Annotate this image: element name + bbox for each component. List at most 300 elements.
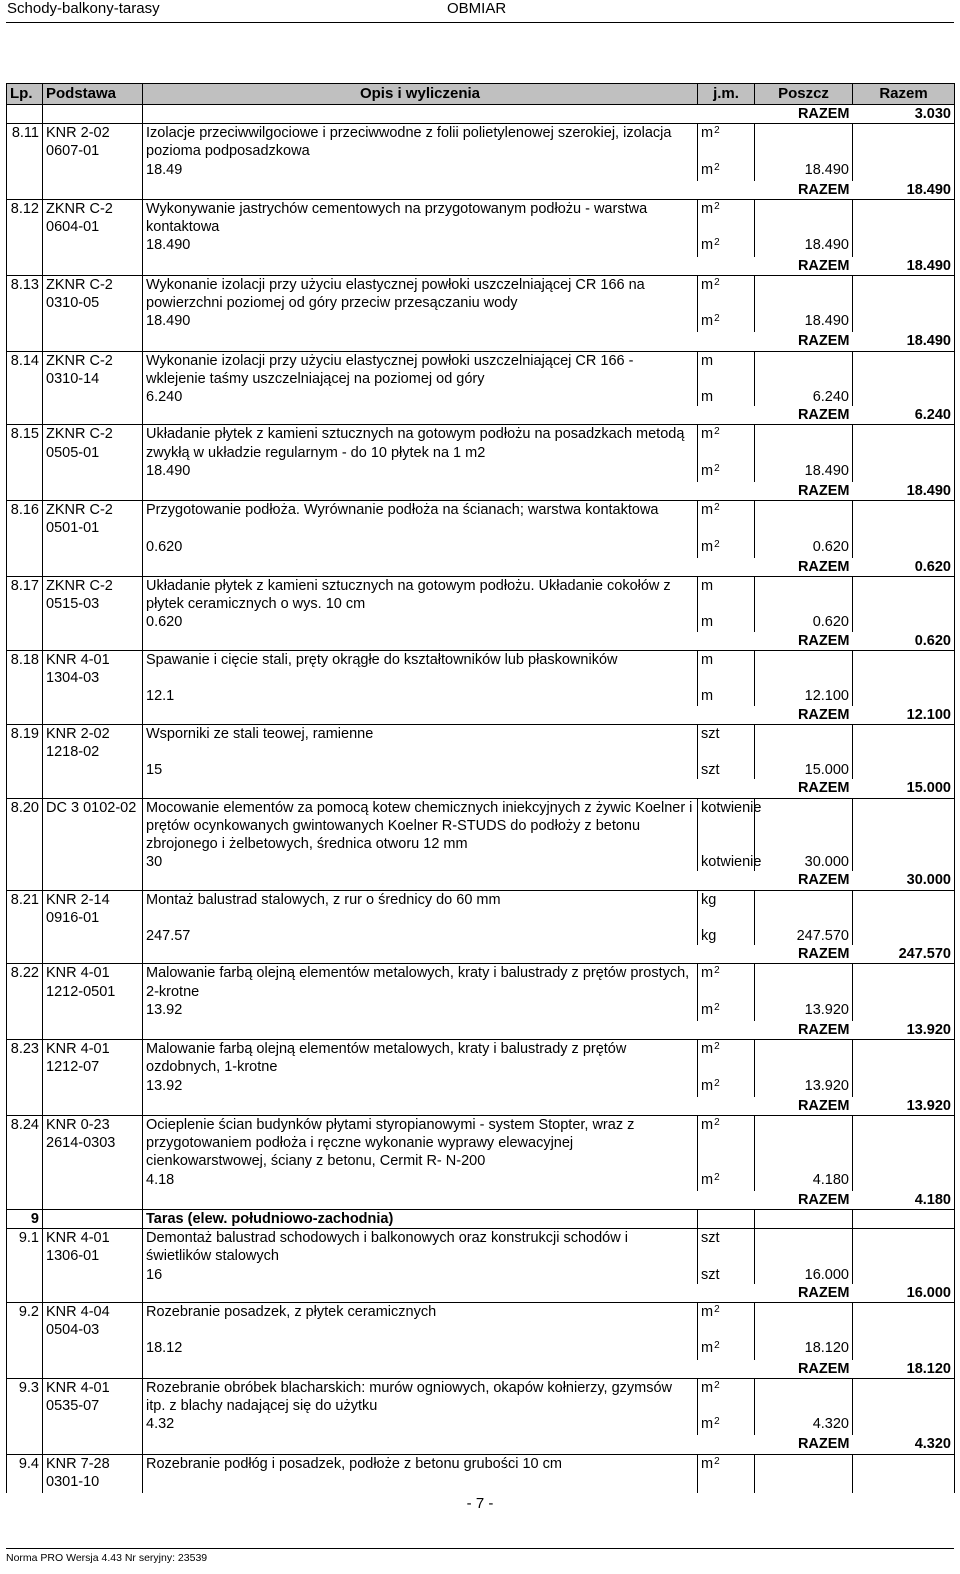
item-poszcz-empty [755, 1115, 853, 1170]
measurement-quantity-text: 4.180 [812, 1171, 849, 1188]
item-basis-text: ZKNR C-2 0310-05 [46, 276, 113, 312]
razem-value-text: 18.120 [906, 1360, 951, 1377]
item-number [7, 275, 43, 312]
unit-exponent: 2 [714, 1001, 720, 1013]
measurement-unit [698, 161, 755, 181]
item-number-text: 8.18 [10, 651, 39, 668]
footer-divider [6, 1548, 954, 1549]
item-unit [698, 577, 755, 614]
measurement-unit-text: m [701, 1171, 714, 1188]
item-number [7, 1115, 43, 1170]
item-description [143, 577, 698, 614]
item-description [143, 650, 698, 687]
item-unit-text: m [701, 352, 714, 369]
measurement-formula [143, 312, 698, 332]
table-row [7, 501, 955, 538]
measurement-row [7, 388, 955, 406]
item-description-text: Montaż balustrad stalowych, z rur o średnicy do 60 mm [146, 891, 501, 908]
item-basis-text: KNR 7-28 0301-10 [46, 1455, 110, 1490]
item-basis-text: ZKNR C-2 0515-03 [46, 578, 113, 613]
item-unit [698, 890, 755, 927]
table-row [7, 1040, 955, 1077]
razem-value-text: 13.920 [906, 1097, 951, 1114]
item-description-text: Izolacje przeciwwilgociowe i przeciwwodne z folii polietylenowej szerokiej, izolacja pozioma podposadzkowa [146, 125, 672, 160]
razem-value-text: 4.320 [914, 1436, 951, 1453]
unit-exponent: 2 [714, 1340, 720, 1352]
item-number [7, 200, 43, 237]
measurement-unit-text: m [701, 1077, 714, 1094]
measurement-formula [143, 853, 698, 871]
item-basis-text: ZKNR C-2 0604-01 [46, 201, 113, 236]
razem-value [853, 1360, 955, 1379]
item-description [143, 798, 698, 853]
item-unit-text: m [701, 578, 714, 595]
razem-label [755, 632, 853, 651]
measurement-unit [698, 1077, 755, 1097]
item-basis-text: KNR 2-02 1218-02 [46, 725, 110, 760]
razem-value [853, 779, 955, 798]
item-description [143, 124, 698, 161]
table-row [7, 275, 955, 312]
measurement-unit-text: kg [701, 927, 717, 944]
razem-value [853, 332, 955, 351]
item-razem-empty [853, 798, 955, 853]
item-description [143, 425, 698, 462]
item-description-text: Przygotowanie podłoża. Wyrównanie podłoża na ścianach; warstwa kontaktowa [146, 502, 659, 519]
item-description [143, 351, 698, 388]
item-poszcz-empty [755, 351, 853, 388]
measurement-formula-text: 16 [146, 1266, 163, 1283]
item-unit [698, 1229, 755, 1266]
item-description [143, 1378, 698, 1415]
measurement-unit-text: m [701, 462, 714, 479]
measurement-formula [143, 161, 698, 181]
measurement-quantity [755, 312, 853, 332]
item-basis-text: KNR 0-23 2614-0303 [46, 1116, 116, 1152]
item-basis [43, 724, 143, 761]
razem-row [7, 945, 955, 964]
col-header-podstawa: Podstawa [43, 84, 143, 105]
unit-exponent: 2 [714, 276, 720, 288]
item-poszcz-empty [755, 425, 853, 462]
item-number-text: 8.16 [10, 502, 39, 519]
item-number [7, 124, 43, 161]
item-number-text: 9.3 [18, 1379, 39, 1396]
measurement-unit [698, 462, 755, 482]
table-header-row [7, 84, 955, 105]
unit-exponent: 2 [714, 1041, 720, 1053]
razem-row [7, 779, 955, 798]
razem-value [853, 1097, 955, 1116]
unit-exponent: 2 [714, 502, 720, 514]
item-poszcz-empty [755, 200, 853, 237]
item-number-text: 8.12 [10, 201, 39, 218]
item-razem-empty [853, 724, 955, 761]
razem-label-text: RAZEM [797, 872, 850, 889]
item-poszcz-empty [755, 275, 853, 312]
item-description [143, 501, 698, 538]
section-number-text: 9 [30, 1210, 39, 1227]
item-description [143, 890, 698, 927]
item-number [7, 964, 43, 1001]
razem-row [7, 706, 955, 725]
measurement-unit [698, 388, 755, 406]
razem-value-text: 4.180 [914, 1191, 951, 1208]
col-header-lp: Lp. [7, 84, 43, 105]
razem-value [853, 257, 955, 276]
section-title-text: Taras (elew. południowo-zachodnia) [146, 1210, 394, 1227]
measurement-row [7, 236, 955, 256]
item-basis-text: KNR 4-01 1304-03 [46, 651, 110, 687]
item-number-text: 8.24 [10, 1116, 39, 1133]
razem-label [755, 482, 853, 501]
item-razem-empty [853, 425, 955, 462]
section-title [143, 1209, 698, 1228]
table-row [7, 964, 955, 1001]
measurement-unit-text: m [701, 389, 714, 406]
measurement-unit-text: m [701, 237, 714, 254]
measurement-quantity-text: 12.100 [804, 688, 849, 705]
razem-row [7, 871, 955, 890]
razem-label [755, 945, 853, 964]
item-razem-empty [853, 501, 955, 538]
unit-exponent: 2 [714, 125, 720, 137]
item-number-text: 8.23 [10, 1041, 39, 1058]
measurement-quantity-text: 247.570 [796, 927, 849, 944]
item-unit-text: szt [701, 1230, 720, 1247]
item-unit-text: kotwienie [701, 799, 762, 816]
item-description-text: Wykonanie izolacji przy użyciu elastycznej powłoki uszczelniającej CR 166 na powierzchni poziomej od góry przeciw przesączaniu wody [146, 276, 645, 312]
measurement-formula-text: 4.18 [146, 1171, 175, 1188]
measurement-unit [698, 1415, 755, 1435]
item-unit [698, 798, 762, 853]
razem-label-text: RAZEM [797, 632, 850, 649]
measurement-quantity-text: 30.000 [804, 854, 849, 871]
unit-exponent: 2 [714, 1077, 720, 1089]
unit-exponent: 2 [714, 161, 720, 173]
item-razem-empty [853, 275, 955, 312]
item-unit [698, 275, 755, 312]
measurement-unit [698, 853, 762, 871]
item-unit-text: m [701, 1041, 714, 1058]
measurement-formula-text: 13.92 [146, 1077, 183, 1094]
item-number [7, 351, 43, 388]
measurement-row [7, 1339, 955, 1359]
unit-exponent: 2 [714, 1416, 720, 1428]
measurement-row [7, 1266, 955, 1284]
measurement-row [7, 687, 955, 705]
measurement-quantity-text: 13.920 [804, 1001, 849, 1018]
item-description-text: Rozebranie posadzek, z płytek ceramicznych [146, 1304, 437, 1320]
section-number [7, 1209, 43, 1228]
item-unit-text: m [701, 201, 714, 218]
item-unit [698, 351, 755, 388]
table-row [7, 577, 955, 614]
razem-value-text: 18.490 [906, 333, 951, 350]
item-razem-empty [853, 964, 955, 1001]
item-poszcz-empty [755, 124, 853, 161]
item-basis-text: KNR 2-14 0916-01 [46, 891, 110, 926]
table-row [7, 1454, 955, 1493]
measurement-quantity [755, 462, 853, 482]
razem-label [755, 406, 853, 425]
razem-value [853, 945, 955, 964]
item-basis-text: ZKNR C-2 0310-14 [46, 352, 113, 387]
item-number [7, 501, 43, 538]
razem-label-text: RAZEM [797, 483, 850, 500]
measurement-quantity [755, 388, 853, 406]
document-type: OBMIAR [447, 0, 507, 17]
bill-of-quantities-table [6, 83, 955, 1493]
item-number [7, 798, 43, 853]
measurement-quantity-text: 6.240 [812, 389, 849, 406]
razem-value-text: 18.490 [906, 181, 951, 198]
item-number [7, 890, 43, 927]
item-basis [43, 1378, 143, 1415]
item-poszcz-empty [755, 577, 853, 614]
razem-value [853, 181, 955, 200]
document-title: Schody-balkony-tarasy [7, 0, 160, 17]
item-description-text: Mocowanie elementów za pomocą kotew chemicznych iniekcyjnych z żywic Koelner i prętów ocynkowanych gwintowanych Koelner R-STUDS do podłoży z betonu zbrojonego i żelbetowych, średnica otworu 12 mm [146, 799, 693, 852]
measurement-row [7, 761, 955, 779]
razem-value-text: 0.620 [914, 632, 951, 649]
item-number [7, 724, 43, 761]
measurement-quantity-text: 15.000 [804, 762, 849, 779]
razem-label-text: RAZEM [797, 1191, 850, 1208]
measurement-row [7, 1077, 955, 1097]
measurement-unit-text: szt [701, 1266, 720, 1283]
measurement-unit-text: m [701, 614, 714, 631]
item-unit-text: m [701, 1379, 714, 1396]
item-description [143, 1040, 698, 1077]
measurement-quantity [755, 1001, 853, 1021]
razem-value [853, 482, 955, 501]
item-number-text: 8.15 [10, 426, 39, 443]
measurement-formula-text: 18.490 [146, 462, 191, 479]
item-unit [698, 964, 755, 1001]
item-unit [698, 1303, 755, 1340]
item-unit-text: m [701, 276, 714, 293]
measurement-unit-text: m [701, 313, 714, 330]
item-unit [698, 1115, 755, 1170]
item-basis-text: KNR 4-04 0504-03 [46, 1304, 110, 1339]
item-unit [698, 1454, 755, 1493]
item-basis-text: ZKNR C-2 0505-01 [46, 426, 113, 461]
item-poszcz-empty [755, 650, 853, 687]
razem-value-text: 0.620 [914, 558, 951, 575]
col-header-jm: j.m. [698, 84, 755, 105]
item-basis [43, 351, 143, 388]
item-description-text: Ocieplenie ścian budynków płytami styropianowymi - system Stopter, wraz z przygotowaniem podłoża i ręczne wykonanie wyprawy elewacyjnej cienkowarstwowej, ściany z betonu, Cermit R- N-200 [146, 1116, 635, 1170]
item-number [7, 425, 43, 462]
measurement-unit-text: m [701, 1340, 714, 1357]
item-razem-empty [853, 890, 955, 927]
item-description-text: Malowanie farbą olejną elementów metalowych, kraty i balustrady z prętów ozdobnych, 1-krotne [146, 1041, 627, 1076]
measurement-unit-text: m [701, 161, 714, 178]
item-number [7, 650, 43, 687]
measurement-formula [143, 1266, 698, 1284]
measurement-row [7, 1415, 955, 1435]
razem-value-text: 12.100 [906, 706, 951, 723]
item-basis [43, 890, 143, 927]
razem-value-text: 16.000 [906, 1284, 951, 1301]
item-basis [43, 1040, 143, 1077]
item-description [143, 200, 698, 237]
item-description-text: Układanie płytek z kamieni sztucznych na gotowym podłożu. Układanie cokołów z płytek ceramicznych o wys. 10 cm [146, 578, 671, 613]
item-unit [698, 200, 755, 237]
razem-label-text: RAZEM [797, 946, 850, 963]
measurement-row [7, 312, 955, 332]
measurement-quantity [755, 236, 853, 256]
item-number-text: 9.4 [18, 1455, 39, 1472]
razem-value: 3.030 [853, 105, 955, 124]
measurement-quantity [755, 853, 853, 871]
item-description-text: Spawanie i cięcie stali, pręty okrągłe do kształtowników lub płaskowników [146, 651, 618, 668]
measurement-quantity-text: 4.320 [812, 1416, 849, 1433]
item-number-text: 9.2 [18, 1304, 39, 1320]
item-unit [698, 1040, 755, 1077]
razem-row [7, 406, 955, 425]
razem-label-text: RAZEM [797, 780, 850, 797]
measurement-formula-text: 18.490 [146, 313, 191, 330]
item-unit-text: szt [701, 725, 720, 742]
measurement-quantity-text: 18.490 [804, 237, 849, 254]
measurement-formula [143, 613, 698, 631]
item-basis [43, 798, 143, 853]
item-basis-text: DC 3 0102-02 [46, 799, 137, 816]
item-number [7, 1303, 43, 1340]
table-row [7, 425, 955, 462]
item-number-text: 8.14 [10, 352, 39, 369]
item-basis [43, 964, 143, 1001]
razem-row [7, 1360, 955, 1379]
measurement-quantity [755, 613, 853, 631]
measurement-formula [143, 687, 698, 705]
razem-value [853, 1284, 955, 1303]
unit-exponent: 2 [714, 237, 720, 249]
item-unit [698, 650, 755, 687]
razem-row [7, 1097, 955, 1116]
item-number-text: 8.17 [10, 578, 39, 595]
measurement-quantity [755, 1266, 853, 1284]
razem-label [755, 181, 853, 200]
measurement-quantity [755, 1415, 853, 1435]
measurement-quantity-text: 18.490 [804, 313, 849, 330]
razem-label-text: RAZEM [797, 257, 850, 274]
item-basis-text: ZKNR C-2 0501-01 [46, 502, 113, 537]
razem-value-text: 15.000 [906, 780, 951, 797]
measurement-row [7, 161, 955, 181]
razem-label [755, 1360, 853, 1379]
measurement-unit [698, 761, 755, 779]
item-description [143, 724, 698, 761]
measurement-quantity-text: 16.000 [804, 1266, 849, 1283]
razem-value [853, 558, 955, 577]
razem-label [755, 1097, 853, 1116]
razem-value [853, 706, 955, 725]
measurement-row [7, 1001, 955, 1021]
measurement-formula [143, 388, 698, 406]
razem-row [7, 1021, 955, 1040]
item-poszcz-empty [755, 798, 853, 853]
measurement-unit-text: m [701, 688, 714, 705]
item-razem-empty [853, 650, 955, 687]
table-row [7, 1378, 955, 1415]
page-number: - 7 - [466, 1495, 494, 1512]
razem-label [755, 1021, 853, 1040]
item-number-text: 8.21 [10, 891, 39, 908]
razem-value [853, 1191, 955, 1210]
razem-label-text: RAZEM [797, 181, 850, 198]
razem-value-text: 247.570 [898, 946, 951, 963]
item-poszcz-empty [755, 1040, 853, 1077]
section-row [7, 1209, 955, 1228]
software-note: Norma PRO Wersja 4.43 Nr seryjny: 23539 [6, 1552, 208, 1564]
measurement-formula [143, 927, 698, 945]
razem-label-text: RAZEM [797, 1360, 850, 1377]
item-description [143, 1229, 698, 1266]
measurement-unit-text: kotwienie [701, 854, 762, 871]
measurement-quantity [755, 761, 853, 779]
item-number [7, 1454, 43, 1493]
measurement-formula-text: 30 [146, 854, 163, 871]
header-divider [6, 22, 954, 23]
item-basis [43, 1454, 143, 1493]
razem-label [755, 332, 853, 351]
razem-row [7, 1284, 955, 1303]
unit-exponent: 2 [714, 426, 720, 438]
measurement-unit [698, 687, 755, 705]
measurement-quantity [755, 1171, 853, 1191]
measurement-unit-text: m [701, 538, 714, 555]
item-description-text: Rozebranie podłóg i posadzek, podłoże z betonu grubości 10 cm [146, 1455, 562, 1472]
measurement-formula-text: 15 [146, 762, 163, 779]
item-unit-text: m [701, 426, 714, 443]
item-razem-empty [853, 200, 955, 237]
razem-label [755, 558, 853, 577]
measurement-formula [143, 462, 698, 482]
razem-row [7, 482, 955, 501]
item-unit-text: m [701, 1116, 714, 1133]
razem-label [755, 779, 853, 798]
item-unit-text: m [701, 651, 714, 668]
razem-row [7, 1435, 955, 1454]
item-description [143, 1115, 698, 1170]
razem-row [7, 632, 955, 651]
item-razem-empty [853, 1115, 955, 1170]
item-description-text: Malowanie farbą olejną elementów metalowych, kraty i balustrady z prętów prostych, 2-krotne [146, 965, 690, 1000]
measurement-formula [143, 1415, 698, 1435]
measurement-formula-text: 6.240 [146, 389, 183, 406]
razem-value-text: 18.490 [906, 257, 951, 274]
razem-row [7, 257, 955, 276]
col-header-opis: Opis i wyliczenia [143, 84, 698, 105]
measurement-quantity [755, 927, 853, 945]
measurement-formula-text: 247.57 [146, 927, 191, 944]
measurement-unit [698, 1339, 755, 1359]
measurement-quantity-text: 0.620 [812, 538, 849, 555]
razem-value-text: 18.490 [906, 483, 951, 500]
measurement-formula-text: 4.32 [146, 1416, 175, 1433]
measurement-unit [698, 1001, 755, 1021]
item-description [143, 964, 698, 1001]
razem-label-text: RAZEM [797, 407, 850, 424]
item-basis [43, 425, 143, 462]
measurement-quantity [755, 1077, 853, 1097]
measurement-unit-text: szt [701, 762, 720, 779]
item-number-text: 9.1 [18, 1230, 39, 1247]
item-unit-text: m [701, 125, 714, 142]
